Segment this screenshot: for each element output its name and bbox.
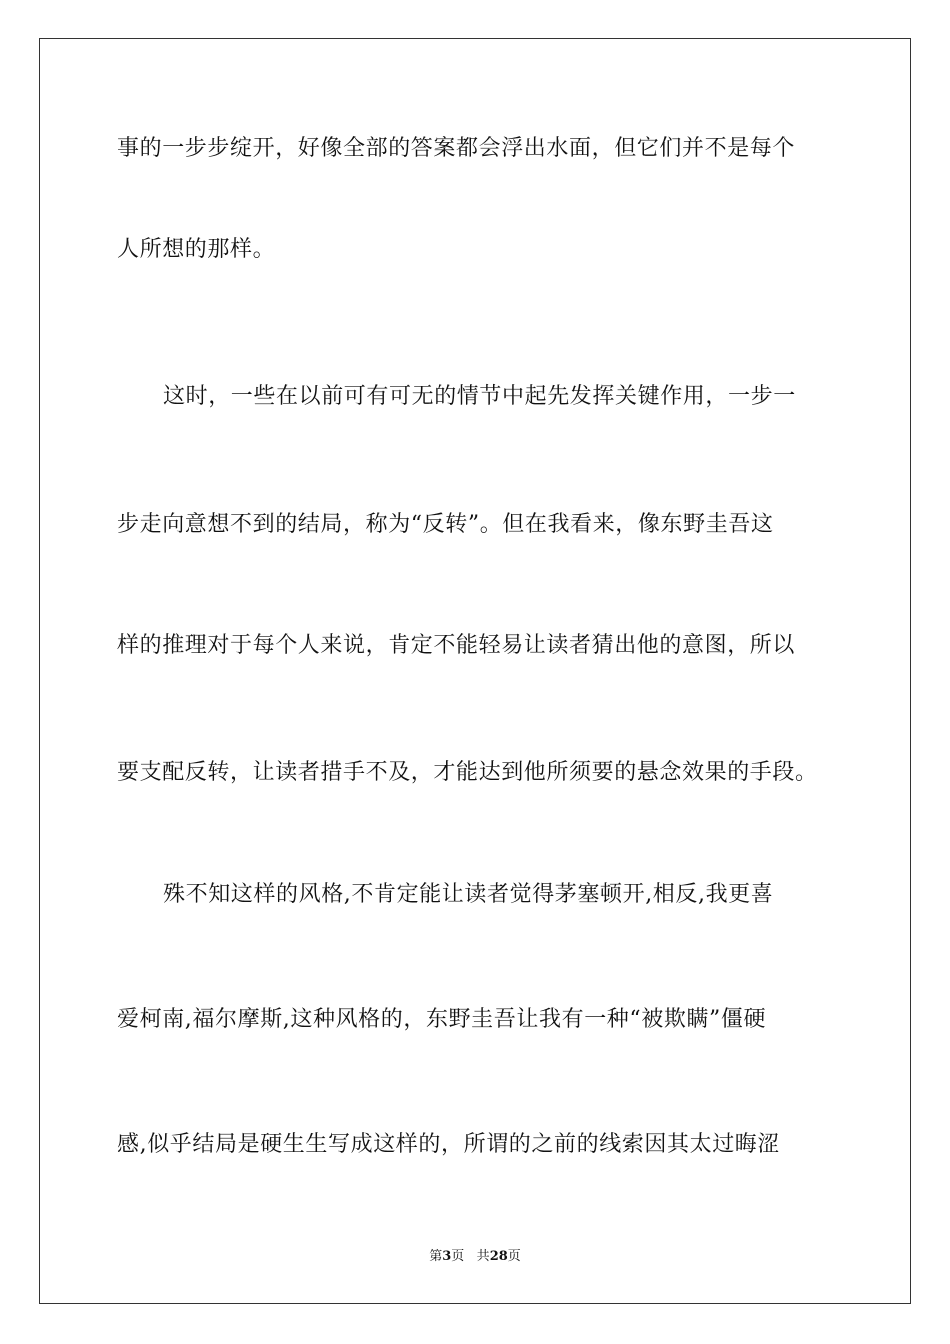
paragraph-line-3: 这时，一些在以前可有可无的情节中起先发挥关键作用，一步一	[163, 384, 796, 409]
paragraph-line-7: 殊不知这样的风格,不肯定能让读者觉得茅塞顿开,相反,我更喜	[163, 882, 774, 907]
paragraph-line-8: 爱柯南,福尔摩斯,这种风格的，东野圭吾让我有一种“被欺瞒”僵硬	[117, 1007, 767, 1032]
page-frame	[39, 38, 911, 1304]
total-pages: 28	[489, 1249, 508, 1264]
paragraph-line-4: 步走向意想不到的结局，称为“反转”。但在我看来，像东野圭吾这	[117, 512, 774, 537]
page-suffix: 页	[451, 1249, 465, 1264]
paragraph-line-2: 人所想的那样。	[117, 237, 276, 262]
paragraph-line-1: 事的一步步绽开，好像全部的答案都会浮出水面，但它们并不是每个	[117, 136, 796, 161]
page-footer	[0, 1248, 950, 1266]
paragraph-line-5: 样的推理对于每个人来说，肯定不能轻易让读者猜出他的意图，所以	[117, 633, 796, 658]
page-prefix: 第	[429, 1249, 443, 1264]
paragraph-line-9: 感,似乎结局是硬生生写成这样的，所谓的之前的线索因其太过晦涩	[117, 1132, 780, 1157]
total-suffix: 页	[507, 1249, 521, 1264]
paragraph-line-6: 要支配反转，让读者措手不及，才能达到他所须要的悬念效果的手段。	[117, 760, 818, 785]
page-number: 3	[442, 1249, 452, 1264]
total-prefix: 共	[476, 1249, 490, 1264]
